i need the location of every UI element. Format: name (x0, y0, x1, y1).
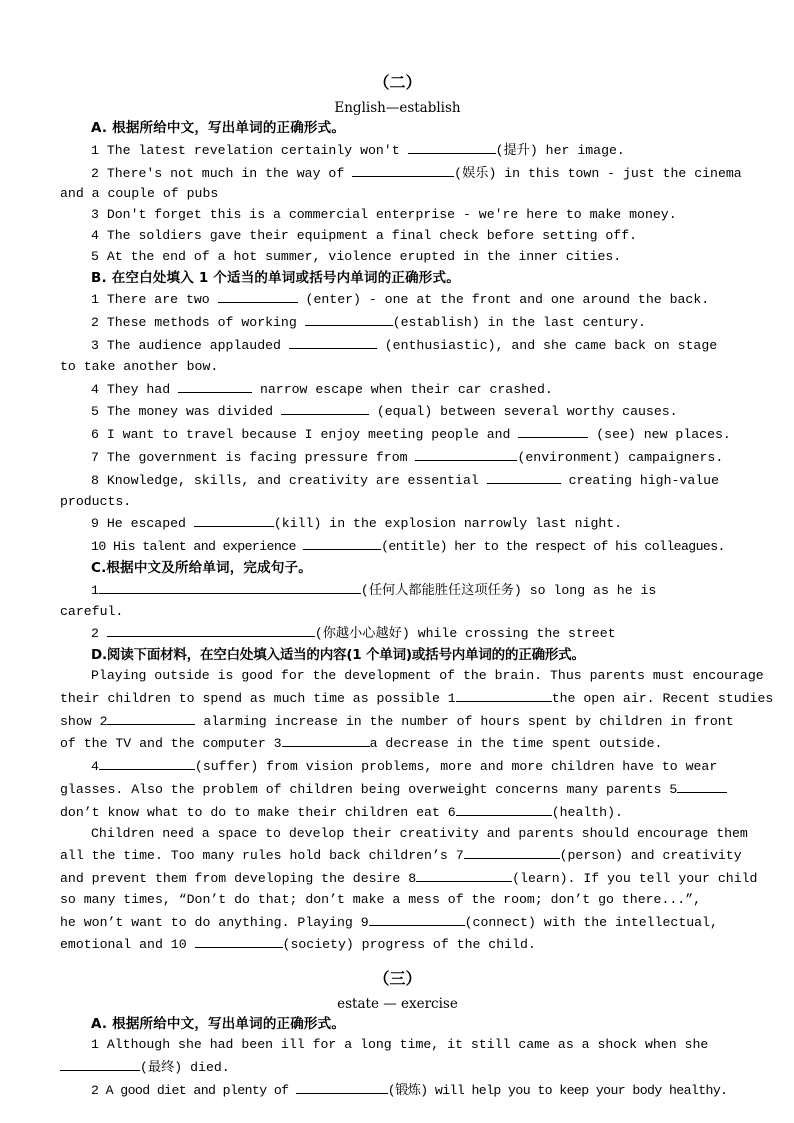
blank[interactable] (218, 288, 298, 303)
blank-9[interactable] (369, 911, 465, 926)
part-a-item-5: 5 At the end of a hot summer, violence erupted in the inner cities. (91, 248, 622, 264)
passage-line: and prevent them from developing the desire 8 (learn). If you tell your child (60, 867, 735, 890)
blank-5[interactable] (677, 778, 727, 793)
passage-line: show 2 alarming increase in the number of hours spent by children in front (60, 710, 735, 733)
part-b-item-4: 4 They had narrow escape when their car crashed. (60, 378, 735, 401)
blank[interactable] (281, 400, 369, 415)
part-b-item-5: 5 The money was divided (equal) between several worthy causes. (60, 400, 735, 423)
blank[interactable] (487, 469, 561, 484)
passage-line: of the TV and the computer 3 a decrease in the time spent outside. (60, 732, 735, 755)
section-3-subtitle: estate — exercise (337, 996, 458, 1013)
part-b-item-2: 2 These methods of working (establish) in the last century. (60, 311, 735, 334)
blank-8[interactable] (416, 867, 512, 882)
worksheet-page (60, 70, 774, 1101)
section-2-subtitle: English—establish (334, 100, 461, 116)
blank[interactable] (107, 622, 315, 637)
part-b-item-6: 6 I want to travel because I enjoy meeting people and (see) new places. (60, 423, 735, 446)
blank-10[interactable] (195, 933, 283, 948)
part-b-item-8-cont: products. (60, 493, 132, 509)
passage-paragraph-2 (60, 824, 758, 957)
part-b-item-9: 9 He escaped (kill) in the explosion narrowly last night. (60, 512, 735, 535)
section-2-part-d-heading: D.阅读下面材料，在空白处填入适当的内容(1 个单词)或括号内单词的的正确形式。 (91, 647, 585, 664)
section-3-item-1: 1 Although she had been ill for a long time, it still came as a shock when she (91, 1037, 709, 1053)
passage-line: he won’t want to do anything. Playing 9 (connect) with the intellectual, (60, 911, 735, 934)
blank-7[interactable] (464, 844, 560, 859)
part-b-item-8: 8 Knowledge, skills, and creativity are essential creating high-value (60, 469, 735, 492)
passage-line: don’t know what to do to make their children eat 6 (health). (60, 801, 735, 824)
blank[interactable] (518, 423, 588, 438)
blank[interactable] (303, 535, 381, 550)
blank[interactable] (99, 579, 361, 594)
part-b-item-7: 7 The government is facing pressure from (environment) campaigners. (60, 446, 735, 469)
blank[interactable] (178, 378, 252, 393)
blank[interactable] (60, 1056, 140, 1071)
section-2-part-b-heading: B. 在空白处填入 1 个适当的单词或括号内单词的正确形式。 (91, 269, 460, 286)
blank[interactable] (194, 512, 274, 527)
blank-3[interactable] (282, 732, 370, 747)
passage-line: emotional and 10 (society) progress of the child. (60, 933, 735, 956)
part-a-item-3: 3 Don't forget this is a commercial enterprise - we're here to make money. (91, 207, 677, 223)
section-2-part-a-heading: A. 根据所给中文，写出单词的正确形式。 (91, 120, 346, 136)
passage-paragraph-1 (60, 666, 774, 824)
blank[interactable] (289, 334, 377, 349)
passage-line: 4 (suffer) from vision problems, more and more children have to wear (60, 755, 735, 778)
part-b-item-10: 10 His talent and experience (entitle) her to the respect of his colleagues. (60, 535, 735, 558)
section-3-title: （三） (373, 969, 422, 989)
section-2-part-c-heading: C.根据中文及所给单词，完成句子。 (91, 559, 312, 576)
part-c-item-1: 1 (任何人都能胜任这项任务) so long as he is (60, 579, 735, 602)
part-b-item-3: 3 The audience applauded (enthusiastic), and she came back on stage (60, 334, 735, 357)
blank[interactable] (352, 162, 454, 177)
section-3-item-2: 2 A good diet and plenty of (锻炼) will help you to keep your body healthy. (60, 1079, 735, 1102)
part-b-item-1: 1 There are two (enter) - one at the front and one around the back. (60, 288, 735, 311)
section-2-title: （二） (373, 73, 422, 92)
blank[interactable] (408, 139, 496, 154)
blank-6[interactable] (456, 801, 552, 816)
part-a-item-4: 4 The soldiers gave their equipment a final check before setting off. (91, 227, 638, 243)
blank[interactable] (296, 1079, 388, 1094)
passage-line: Playing outside is good for the development of the brain. Thus parents must encourage (91, 667, 764, 683)
blank-4[interactable] (99, 755, 195, 770)
passage-line: so many times, “Don’t do that; don’t make a mess of the room; don’t go there...”, (60, 891, 702, 907)
passage-line: all the time. Too many rules hold back children’s 7 (person) and creativity (60, 844, 735, 867)
part-a-item-1: 1 The latest revelation certainly won't (提升) her image. (60, 139, 735, 162)
section-3-item-1-cont: (最终) died. (60, 1056, 735, 1079)
section-3-part-a-heading: A. 根据所给中文，写出单词的正确形式。 (91, 1016, 346, 1033)
blank[interactable] (305, 311, 393, 326)
part-b-item-3-cont: to take another bow. (60, 358, 219, 374)
blank[interactable] (415, 446, 517, 461)
part-a-item-2-cont: and a couple of pubs (60, 186, 219, 202)
part-c-item-2: 2 (你越小心越好) while crossing the street (60, 622, 735, 645)
part-c-item-1-cont: careful. (60, 603, 124, 619)
passage-line: Children need a space to develop their creativity and parents should encourage them (91, 825, 748, 841)
blank-2[interactable] (107, 710, 195, 725)
passage-line: their children to spend as much time as possible 1 the open air. Recent studies (60, 687, 735, 710)
part-a-item-2: 2 There's not much in the way of (娱乐) in this town - just the cinema (60, 162, 735, 185)
blank-1[interactable] (456, 687, 552, 702)
passage-line: glasses. Also the problem of children being overweight concerns many parents 5 (60, 778, 735, 801)
